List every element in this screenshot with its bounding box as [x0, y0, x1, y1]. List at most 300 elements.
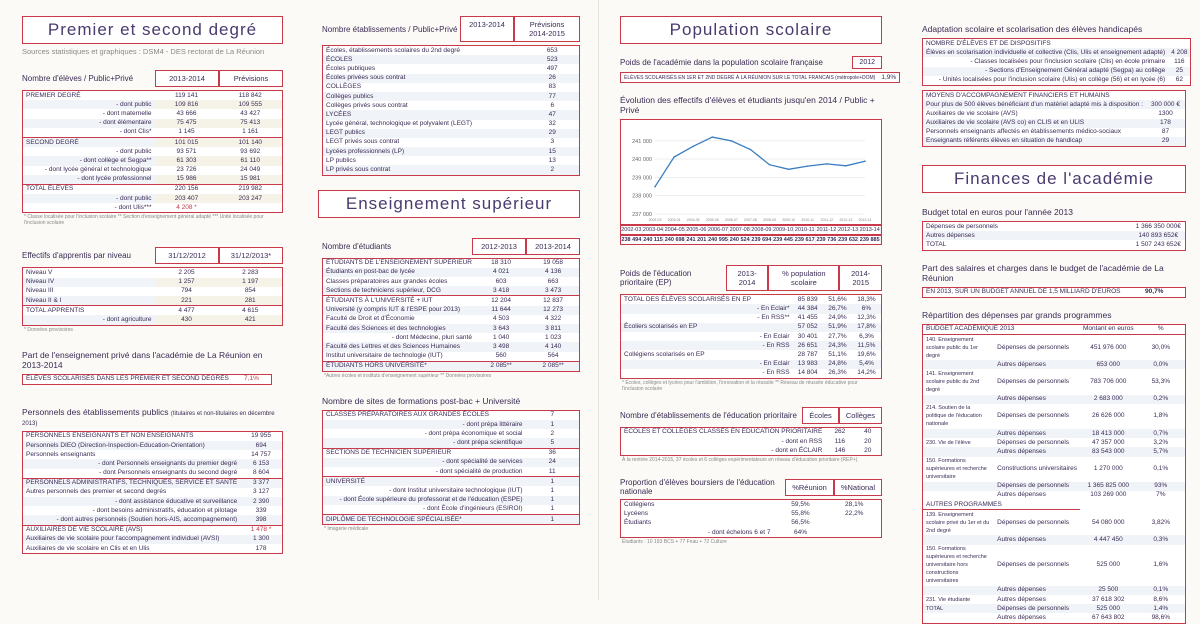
- row-label: Collégiens scolarisés en EP: [624, 350, 705, 358]
- year-label: 2011-12: [816, 227, 837, 234]
- cell-value: 2: [550, 429, 555, 437]
- row-label: Autres dépenses: [994, 447, 1080, 456]
- row-label: Dépenses de personnels: [994, 482, 1080, 491]
- row-label: Collèges publics: [323, 92, 526, 101]
- apprentis-block: [22, 247, 283, 333]
- row-label: - dont prépa littéraire: [323, 420, 526, 429]
- sites-table: [322, 410, 580, 525]
- row-label: - dont Ulis***: [114, 203, 152, 211]
- cell-value: 4 140: [527, 342, 579, 351]
- table-row: [923, 429, 1186, 438]
- table-row: [323, 467, 580, 477]
- table-row: [323, 361, 580, 371]
- cell-value: 0,1%: [1137, 586, 1186, 595]
- row-label: - dont École d'ingénieurs (ESIROI): [422, 505, 523, 513]
- series-line: [655, 137, 865, 187]
- salaires-table: [922, 287, 1186, 298]
- row-label: CLASSES PRÉPARATOIRES AUX GRANDES ÉCOLES: [326, 411, 489, 419]
- table-row: [23, 175, 283, 185]
- table-row: [23, 525, 283, 535]
- cell-value: 17,8%: [852, 323, 882, 332]
- row-label: Autres dépenses: [997, 595, 1046, 603]
- cell-value: 25 500: [1080, 586, 1137, 595]
- cell-value: - En RSS: [754, 341, 793, 350]
- cell-value: 7: [550, 411, 555, 419]
- cell-value: 1,8%: [1153, 412, 1169, 420]
- row-label: Écoles, établissements scolaires du 2nd degré: [326, 46, 461, 54]
- table-row: [323, 101, 580, 110]
- row-label: 214. Soutien de la politique de l'éducation nationale: [926, 405, 982, 428]
- year-label: 2010-11: [794, 227, 815, 234]
- table-row: [323, 296, 580, 306]
- cell-value: 18,3%: [857, 295, 876, 303]
- year-label: 2013-14: [859, 227, 880, 234]
- col-header: AUTRES PROGRAMMES: [923, 500, 1080, 510]
- table-note: * Classe localisée pour l'inclusion scolaire ** Section d'enseignement général adapté *** Unité localisée pour l'inclusion scolaire: [24, 214, 264, 227]
- table-row: [621, 446, 882, 456]
- row-label: Autres dépenses: [997, 491, 1046, 499]
- cell-value: 1 300: [240, 535, 282, 544]
- table-row: [323, 410, 580, 420]
- row-label: TOTAL APPRENTIS: [23, 306, 155, 316]
- cell-value: 653: [546, 46, 558, 54]
- row-label: Faculté des Lettres et des Sciences Humaines: [323, 342, 475, 351]
- cell-value: 451 976 000: [1090, 343, 1127, 351]
- row-label: Autres dépenses: [994, 535, 1080, 544]
- cell-value: 18 310: [491, 259, 512, 267]
- cell-value: 3 498: [475, 342, 527, 351]
- row-label: DIPLÔME DE TECHNOLOGIE SPÉCIALISÉE*: [323, 514, 526, 524]
- table-row: [23, 478, 283, 488]
- poids-block: [620, 56, 897, 83]
- row-label: - dont lycée général et technologique: [44, 166, 152, 174]
- row-label: 140. Enseignement scolaire public du 1er degré: [926, 336, 978, 359]
- cell-value: 398: [240, 515, 282, 525]
- cell-value: 1 270 000: [1093, 465, 1123, 473]
- eleves-title: Nombre d'élèves / Public+Privé: [22, 74, 134, 83]
- table-row: [923, 586, 1186, 595]
- value-row: [620, 235, 882, 245]
- row-label: TOTAL DES ÉLÈVES SCOLARISÉS EN EP: [624, 295, 752, 303]
- table-row: [923, 335, 1186, 361]
- cell-value: 29: [526, 129, 580, 138]
- table-row: [323, 138, 580, 147]
- row-label: Écoliers scolarisés en EP: [621, 323, 755, 332]
- cell-value: 56,5%: [791, 519, 810, 527]
- year-value: 241 201: [686, 237, 707, 244]
- handi-table-1: [922, 38, 1191, 86]
- cell-value: 116: [1174, 57, 1185, 65]
- row-label: Collèges privés sous contrat: [326, 101, 408, 109]
- table-row: [23, 119, 283, 128]
- cell-value: 14 804: [797, 369, 818, 377]
- col-header: 2013-2014: [726, 265, 769, 291]
- cell-value: 20: [864, 446, 872, 454]
- table-row: [621, 510, 882, 519]
- row-label: ÉTUDIANTS DE L'ENSEIGNEMENT SUPÉRIEUR: [326, 259, 472, 267]
- table-row: [621, 360, 882, 369]
- row-label: Écoles publiques: [326, 64, 376, 72]
- table-row: [923, 613, 1186, 623]
- table-row: [323, 286, 580, 296]
- col-header: 2013-2014: [526, 238, 580, 255]
- row-label: Étudiants en post-bac de lycée: [323, 268, 475, 277]
- data-point: [826, 163, 828, 165]
- data-point: [769, 164, 771, 166]
- cell-value: 525 000: [1096, 561, 1121, 569]
- cell-value: 794: [181, 287, 192, 295]
- table-row: [323, 129, 580, 138]
- column-separator: [598, 0, 599, 600]
- cell-value: 25: [1168, 67, 1191, 76]
- table-row: [923, 128, 1186, 137]
- year-label: 2006-07: [707, 227, 729, 234]
- table-row: [323, 55, 580, 64]
- row-label: - dont prépa économique et social: [424, 429, 523, 437]
- table-row: [323, 268, 580, 277]
- cell-value: 8 604: [252, 469, 270, 477]
- row-label: PERSONNELS ADMINISTRATIFS, TECHNIQUES, SERVICE ET SANTÉ: [23, 478, 241, 488]
- cell-value: 1 365 825 000: [1080, 482, 1137, 491]
- cell-value: 98,6%: [1151, 613, 1170, 621]
- data-point: [864, 161, 866, 163]
- x-tick-label: 2008-09: [763, 218, 776, 223]
- row-label: Dépenses de personnels: [994, 604, 1080, 613]
- table-row: [923, 100, 1186, 109]
- row-label: [621, 360, 755, 369]
- table-row: [23, 128, 283, 138]
- table-row: [923, 48, 1191, 57]
- col-header: 2012-2013: [472, 238, 526, 255]
- col-header: %National: [834, 479, 882, 496]
- cell-value: 19 955: [251, 432, 272, 440]
- cell-value: 854: [244, 287, 256, 295]
- col-header: BUDGET ACADÉMIQUE 2013: [923, 324, 1080, 334]
- table-row: [23, 100, 283, 109]
- cell-value: 6: [550, 101, 555, 109]
- table-row: [23, 109, 283, 118]
- row-label: - Classes localisées pour l'inclusion scolaire (Clis) en école primaire: [970, 57, 1166, 65]
- cell-value: 653 000: [1080, 360, 1137, 369]
- cell-value: 694: [240, 441, 282, 450]
- cell-value: 4 322: [544, 315, 562, 323]
- col-header: 2013-2014: [155, 70, 219, 87]
- row-label: [923, 535, 995, 544]
- x-tick-label: 2009-10: [782, 218, 796, 223]
- cell-value: - En Eclair: [754, 360, 793, 369]
- table-row: [23, 497, 283, 506]
- table-note: *Autres écoles et instituts d'enseignement supérieur ** Données provisoires: [324, 372, 492, 379]
- row-label: - dont besoins administratifs, éducation et pilotage: [92, 506, 238, 514]
- cell-value: 1: [526, 477, 580, 487]
- cell-value: 560: [495, 352, 507, 360]
- data-point: [807, 166, 809, 168]
- row-label: LP privés sous contrat: [323, 165, 526, 175]
- cell-value: 1 161: [242, 128, 259, 136]
- cell-value: 8,6%: [1153, 595, 1169, 603]
- table-row: [923, 369, 1186, 394]
- cell-value: - En Eclair: [759, 332, 790, 340]
- row-label: Auxiliaires de vie scolaire (AVS): [926, 109, 1018, 117]
- cell-value: 525 000: [1080, 604, 1137, 613]
- cell-value: 51,6%: [828, 295, 847, 303]
- table-row: [323, 74, 580, 83]
- cell-value: [219, 203, 283, 213]
- cell-value: 55,8%: [791, 510, 810, 518]
- table-note: À la rentrée 2014-2015, 37 écoles et 6 collèges expérimentateurs en réseau d'éducation prioritaire (REP+): [622, 457, 858, 464]
- year-value: 239 632: [838, 237, 858, 244]
- cell-value: 12 837: [527, 296, 579, 306]
- etudiants-title: Nombre d'étudiants: [322, 241, 392, 251]
- cell-value: 262: [834, 428, 846, 436]
- table-row: [23, 450, 283, 459]
- year-value: 239 445: [773, 237, 793, 244]
- cell-value: 43 427: [240, 109, 261, 117]
- column-etablissements: [300, 0, 590, 600]
- col-header: 2014-2015: [839, 265, 882, 291]
- col-header: 31/12/2012: [155, 247, 219, 264]
- column-population: [600, 0, 897, 600]
- table-row: [23, 544, 283, 554]
- table-row: [923, 231, 1186, 240]
- table-row: [621, 314, 882, 323]
- cell-value: 62: [1175, 76, 1183, 84]
- cell-value: 4 208 *: [176, 203, 197, 211]
- table-row: [323, 514, 580, 524]
- cell-value: 783 706 000: [1090, 377, 1127, 385]
- row-label: - dont assistance éducative et surveillance: [23, 497, 241, 506]
- col-header: % population scolaire: [768, 265, 839, 291]
- table-row: [323, 258, 580, 268]
- table-row: [323, 277, 580, 286]
- poids-value: 1,9%: [881, 73, 897, 81]
- prio-table: [620, 294, 882, 379]
- table-row: [323, 110, 580, 119]
- cell-value: 2 283: [242, 269, 259, 277]
- data-point: [750, 149, 752, 151]
- cell-value: 497: [546, 64, 558, 72]
- x-tick-label: 2013-14: [858, 218, 871, 223]
- row-label: Niveau IV: [23, 278, 155, 287]
- row-label: Autres dépenses: [997, 613, 1046, 621]
- cell-value: 5,4%: [852, 360, 882, 369]
- table-row: [23, 147, 283, 156]
- cell-value: 119 141: [174, 91, 198, 99]
- table-row: [23, 287, 283, 296]
- table-row: [23, 166, 283, 175]
- cell-value: 75 413: [219, 119, 283, 128]
- year-label: 2009-10: [772, 227, 794, 234]
- personnels-subtitle: (titulaires et non-titulaires en décembre 2013): [22, 410, 275, 427]
- x-tick-label: 2010-11: [801, 218, 815, 223]
- cell-value: 19 058: [543, 259, 564, 267]
- cell-value: 24: [526, 458, 580, 467]
- row-label: 231. Vie étudiante: [926, 596, 971, 603]
- table-row: [923, 39, 1191, 49]
- table-row: [923, 57, 1191, 66]
- row-label: Personnels enseignants: [26, 450, 96, 458]
- cell-value: 109 816: [155, 100, 219, 109]
- etabprio-block: [620, 407, 882, 465]
- row-label: ÉTUDIANTS HORS UNIVERSITÉ*: [323, 361, 475, 371]
- cell-value: 12 273: [527, 306, 579, 315]
- data-point: [692, 146, 694, 148]
- row-label: Autres dépenses: [994, 360, 1080, 369]
- table-row: [323, 64, 580, 73]
- cell-value: 3: [550, 138, 555, 146]
- row-label: - dont collège et Segpa**: [23, 156, 155, 165]
- cell-value: 1 145: [178, 128, 195, 136]
- row-label: Personnels enseignants affectés en établissements médico-sociaux: [926, 128, 1121, 136]
- cell-value: 339: [255, 506, 267, 514]
- cell-value: 59,5%: [791, 501, 810, 509]
- cell-value: 61 303: [155, 156, 219, 165]
- row-label: Constructions universitaires: [997, 465, 1077, 473]
- row-label: Faculté de Droit et d'Économie: [326, 315, 415, 323]
- row-label: - dont public: [23, 100, 155, 109]
- x-tick-label: 2002-03: [648, 218, 662, 223]
- prio-block: [620, 265, 882, 393]
- cell-value: 221: [155, 296, 219, 306]
- cell-value: - En RSS**: [757, 314, 790, 322]
- cell-value: 12 204: [475, 296, 527, 306]
- row-label: 141. Enseignement scolaire public du 2nd degré: [926, 370, 980, 393]
- cell-value: 32: [548, 120, 556, 128]
- row-label: Université (y compris IUT & l'ESPE pour 2013): [323, 306, 475, 315]
- cell-value: 220 156: [155, 184, 219, 194]
- row-label: Élèves en scolarisation individuelle et collective (Clis, Ulis et enseignement adapté): [923, 48, 1169, 57]
- cell-value: 13 983: [793, 360, 823, 369]
- y-tick-label: 237 000: [632, 212, 652, 219]
- table-row: [923, 404, 1186, 429]
- cell-value: 44 384: [793, 304, 823, 313]
- x-tick-label: 2012-13: [839, 218, 853, 223]
- table-row: [923, 137, 1186, 147]
- row-label: - dont lycée professionnel: [23, 175, 155, 185]
- table-row: [923, 76, 1191, 86]
- table-row: [323, 315, 580, 324]
- cell-value: [754, 323, 793, 332]
- cell-value: 93 692: [240, 147, 261, 155]
- cell-value: 53,3%: [1151, 377, 1170, 385]
- row-label: TOTAL: [926, 241, 947, 249]
- row-label: TOTAL ÉLÈVES: [23, 184, 155, 194]
- row-label: COLLÈGES: [326, 83, 362, 91]
- year-value: 239 885: [859, 237, 880, 244]
- table-row: [23, 431, 283, 441]
- year-row: [620, 225, 882, 235]
- table-row: [323, 438, 580, 448]
- table-row: [923, 535, 1186, 544]
- etudiants-block: [322, 238, 580, 380]
- row-label: Étudiants: [624, 519, 652, 527]
- row-label: Niveau II & I: [23, 296, 155, 306]
- y-tick-label: 238 000: [632, 193, 652, 200]
- cell-value: 54 080 000: [1092, 518, 1125, 526]
- row-label: AUXILIAIRES DE VIE SCOLAIRE (AVS): [23, 525, 241, 535]
- cell-value: 4 447 450: [1080, 535, 1137, 544]
- personnels-title: Personnels des établissements publics: [22, 406, 169, 417]
- row-label: Faculté des Sciences et des technologies: [323, 324, 475, 333]
- row-label: Personnels DIEO (Direction-Inspection-Education-Orientation): [23, 441, 241, 450]
- cell-value: 203 407: [155, 194, 219, 203]
- table-row: [23, 306, 283, 316]
- row-label: Écoles privées sous contrat: [323, 74, 526, 83]
- row-label: Collégiens: [624, 501, 655, 509]
- etabprio-title: Nombre d'établissements de l'éducation prioritaire: [620, 410, 797, 420]
- cell-value: 5,7%: [1137, 447, 1186, 456]
- handi-title: Adaptation scolaire et scolarisation des élèves handicapés: [922, 24, 1143, 34]
- table-row: [23, 296, 283, 306]
- table-row: [923, 67, 1191, 76]
- year-label: 2012-13: [837, 227, 859, 234]
- row-label: Sections de techniciens supérieur, DCG: [323, 286, 475, 296]
- prive-value: 7,1%: [244, 375, 259, 383]
- cell-value: 4 136: [527, 268, 579, 277]
- year-label: 2007-08: [729, 227, 750, 234]
- cell-value: 26 626 000: [1092, 412, 1125, 420]
- table-row: [23, 91, 283, 101]
- table-row: [621, 437, 882, 446]
- sites-block: [322, 396, 580, 533]
- poids-title: Poids de l'académie dans la population scolaire française: [620, 58, 823, 67]
- row-label: - dont Institut universitaire technologique (IUT): [389, 486, 523, 494]
- repart-block: [922, 310, 1186, 624]
- cell-value: 14,2%: [857, 369, 876, 377]
- table-row: [923, 545, 1186, 586]
- cell-value: 281: [219, 296, 283, 306]
- row-label: - dont agriculture: [23, 315, 155, 325]
- table-note: * Imagerie médicale: [324, 526, 369, 533]
- cell-value: 1: [526, 514, 580, 524]
- section-title: Premier et second degré: [22, 16, 283, 44]
- cell-value: 1 197: [219, 278, 283, 287]
- row-label: Autres dépenses: [994, 395, 1080, 404]
- line-chart: [621, 120, 871, 224]
- apprentis-table: [22, 267, 283, 325]
- row-label: Dépenses de personnels: [997, 412, 1070, 420]
- table-row: [23, 268, 283, 278]
- evolution-title: Évolution des effectifs d'élèves et étudiants jusqu'en 2014 / Public + Privé: [620, 95, 875, 116]
- budget-block: [922, 207, 1186, 251]
- table-row: [923, 222, 1186, 232]
- table-row: [23, 535, 283, 544]
- row-label: 139. Enseignement scolaire privé du 1er et du 2nd degré: [926, 511, 990, 534]
- row-label: - dont autres personnels (Soutien hors-AIS, accompagnement): [23, 515, 241, 525]
- row-label: [923, 586, 995, 595]
- salaires-value: 90,7%: [1145, 288, 1164, 296]
- eleves-table: [22, 90, 283, 213]
- row-label: - dont public: [23, 194, 155, 203]
- table-row: [923, 360, 1186, 369]
- row-label: ÉCOLES: [323, 55, 526, 64]
- handi-block: [922, 24, 1186, 147]
- year-value: 239 694: [751, 237, 772, 244]
- cell-value: 0,3%: [1137, 535, 1186, 544]
- year-value: 240 995: [708, 237, 728, 244]
- data-point: [845, 165, 847, 167]
- table-row: [923, 457, 1186, 482]
- col-header: Montant en euros: [1080, 324, 1137, 334]
- year-label: 2008-09: [751, 227, 772, 234]
- row-label: LP publics: [326, 156, 356, 164]
- row-label: SECTIONS DE TECHNICIEN SUPÉRIEUR: [323, 448, 526, 458]
- cell-value: 43 666: [176, 109, 197, 117]
- row-label: Dépenses de personnels: [997, 438, 1070, 446]
- row-label: 150. Formations supérieures et recherche universitaire hors constructions universitaires: [926, 546, 987, 585]
- cell-value: 1: [550, 486, 555, 494]
- row-label: LEGT privés sous contrat: [326, 138, 400, 146]
